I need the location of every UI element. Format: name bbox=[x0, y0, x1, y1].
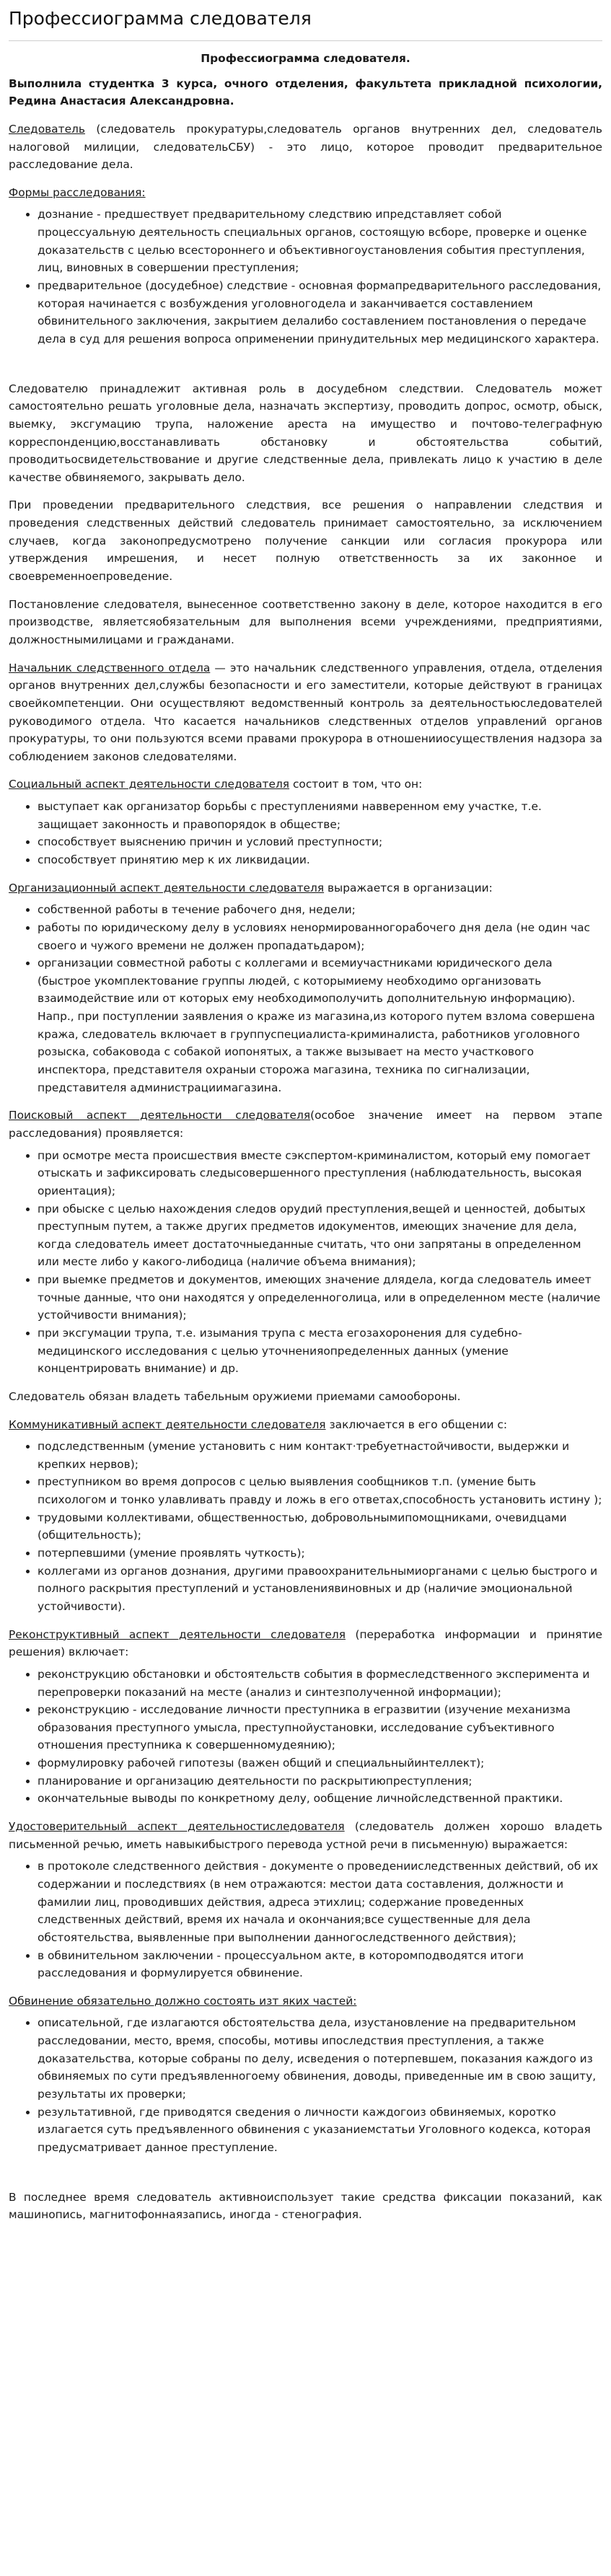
department-head-term: Начальник следственного отдела bbox=[9, 661, 211, 674]
search-aspect-list bbox=[9, 1147, 602, 1378]
page-title: Профессиограмма следователя bbox=[9, 0, 602, 41]
communicative-aspect-list bbox=[9, 1438, 602, 1615]
certifying-aspect-list bbox=[9, 1858, 602, 1982]
certifying-aspect-heading: Удостоверительный аспект деятельностиследователя (следователь должен хорошо владеть письменной речью, иметь навыкибыстрого перевода устной речи в письменную) выражается: bbox=[9, 1820, 602, 1851]
charge-heading: Обвинение обязательно должно состоять изт яких частей: bbox=[9, 1994, 357, 2008]
list-item: • способствует принятию мер к их ликвидации. bbox=[38, 851, 602, 869]
list-item: • окончательные выводы по конкретному делу, ообщение личнойследственной практики. bbox=[38, 1790, 602, 1808]
list-item: • организации совместной работы с коллегами и всемиучастниками юридического дела (быстрое укомплектование группы людей, с которымиему необходимо организовать взаимодействие или от которых ему необходимополучить дополнительную информацию). Напр., при поступлении заявления о краже из магазина,из которого путем взлома совершена кража, следователь включает в группуспециалиста-криминалиста, работников уголовного розыска, собаковода с собакой иопонятых, а также вызывает на место участкового инспектора, представителя охраныи сторожа магазина, техника по сигнализации, представителя администрациимагазина. bbox=[38, 954, 602, 1096]
list-item: • планирование и организацию деятельности по раскрытиюпреступления; bbox=[38, 1772, 602, 1790]
list-item: • реконструкцию обстановки и обстоятельств события в формеследственного эксперимента и перепроверки показаний на месте (анализ и синтезполученной информации); bbox=[38, 1666, 602, 1701]
forms-heading: Формы расследования: bbox=[9, 185, 146, 199]
list-item: • результативной, где приводятся сведения о личности каждогоиз обвиняемых, коротко излагается суть предъявленного обвинения с указаниемстатьи Уголовного кодекса, которая предусматривает данное преступление. bbox=[38, 2104, 602, 2157]
reconstructive-aspect-heading: Реконструктивный аспект деятельности следователя (переработка информации и принятие решения) включает: bbox=[9, 1627, 603, 1659]
social-aspect-heading: Социальный аспект деятельности следователя состоит в том, что он: bbox=[9, 778, 423, 791]
final-paragraph: В последнее время следователь активноиспользует такие средства фиксации показаний, как машинопись, магнитофоннаязапись, иногда - стенография. bbox=[9, 2190, 602, 2222]
role-paragraph: Следователю принадлежит активная роль в досудебном следствии. Следователь может самостоятельно решать уголовные дела, назначать экспертизу, проводить допрос, осмотр, обыск, выемку, эксгумацию трупа, наложение ареста на имущество и почтово-телеграфную корреспонденцию,восстанавливать обстановку и обстоятельства событий, проводитьосвидетельствование и другие следственные дела, привлекать лицо к участию в деле качестве обвиняемого, закрывать дело. bbox=[9, 382, 602, 484]
social-aspect-list bbox=[9, 798, 602, 869]
list-item: • предварительное (досудебное) следствие - основная формапредварительного расследования, которая начинается с возбуждения уголовногодела и заканчивается составлением обвинительного заключения, закрытием делалибо составлением постановления о передаче дела в суд для решения вопроса оприменении принудительных мер медицинского характера. bbox=[38, 277, 602, 348]
list-item: • выступает как организатор борьбы с преступлениями навверенном ему участке, т.е. защищает законность и правопорядок в обществе; bbox=[38, 798, 602, 833]
list-item: • потерпевшими (умение проявлять чуткость); bbox=[38, 1544, 602, 1562]
list-item: • при осмотре места происшествия вместе сэкспертом-криминалистом, который ему помогает отыскать и зафиксировать следысовершенного преступления (наблюдательность, высокая ориентация); bbox=[38, 1147, 602, 1200]
author-line: Выполнила студентка 3 курса, очного отделения, факультета прикладной психологии, Редина Анастасия Александровна. bbox=[9, 76, 602, 108]
intro-paragraph bbox=[9, 120, 602, 174]
list-item: • реконструкцию - исследование личности преступника в егразвитии (изучение механизма образования преступного умысла, преступнойустановки, исследование субъективного отношения преступника к совершенномудеянию); bbox=[38, 1701, 602, 1754]
spacer bbox=[9, 2167, 602, 2189]
list-item: • коллегами из органов дознания, другими правоохранительнымиорганами с целью быстрого и полного раскрытия преступлений и установлениявиновных и др (наличие эмоциональной устойчивости). bbox=[38, 1562, 602, 1616]
list-item: • описательной, где излагаются обстоятельства дела, изустановление на предварительном расследовании, место, время, способы, мотивы ипоследствия преступления, а также доказательства, которые собраны по делу, исведения о потерпевшем, показания каждого из обвиняемых по сути предъявленногоему обвинения, доводы, приведенные им в свою защиту, результаты их проверки; bbox=[38, 2014, 602, 2103]
forms-list bbox=[9, 206, 602, 348]
list-item: • формулировку рабочей гипотезы (важен общий и специальныйинтеллект); bbox=[38, 1754, 602, 1772]
list-item: • собственной работы в течение рабочего дня, недели; bbox=[38, 901, 602, 919]
binding-paragraph: Постановление следователя, вынесенное соответственно закону в деле, которое находится в его производстве, являетсяобязательным для выполнения всеми учреждениями, предприятиями, должностнымилицами и гражданами. bbox=[9, 597, 602, 646]
intro-term: Следователь bbox=[9, 122, 85, 136]
charge-list bbox=[9, 2014, 602, 2156]
spacer bbox=[9, 359, 602, 380]
department-head-paragraph: Начальник следственного отдела — это начальник следственного управления, отдела, отделения органов внутренних дел,службы безопасности и его заместители, которые действуют в границах своейкомпетенции. Они осуществляют ведомственный контроль за деятельностьюследователей руководимого отдела. Что касается начальников следственных отделов управлений органов прокуратуры, то они пользуются всеми правами прокурора в отношенииосуществления надзора за соблюдением законов следователями. bbox=[9, 661, 602, 763]
weapons-paragraph: Следователь обязан владеть табельным оружиеми приемами самообороны. bbox=[9, 1389, 461, 1403]
list-item: • работы по юридическому делу в условиях ненормированногорабочего дня дела (не один час своего и чужого времени не должен пропадатьдаром); bbox=[38, 919, 602, 954]
organizational-aspect-list bbox=[9, 901, 602, 1096]
intro-text: (следователь прокуратуры,следователь органов внутренних дел, следователь налоговой милиции, следовательСБУ) - это лицо, которое проводит предварительное расследование дела. bbox=[9, 122, 602, 172]
document-title: Профессиограмма следователя. bbox=[201, 52, 410, 65]
search-aspect-heading: Поисковый аспект деятельности следователя(особое значение имеет на первом этапе расследования) проявляется: bbox=[9, 1109, 602, 1140]
list-item: • при эксгумации трупа, т.е. изымания трупа с места егозахоронения для судебно-медицинского исследования с целью уточненияопределенных данных (умение концентрировать внимание) и др. bbox=[38, 1324, 602, 1378]
list-item: • при выемке предметов и документов, имеющих значение длядела, когда следователь имеет точные данные, что они находятся у определенноголица, или в определенном месте (наличие устойчивости внимания); bbox=[38, 1271, 602, 1324]
reconstructive-aspect-list bbox=[9, 1666, 602, 1808]
list-item: • в обвинительном заключении - процессуальном акте, в которомподводятся итоги расследования и формулируется обвинение. bbox=[38, 1947, 602, 1982]
communicative-aspect-heading: Коммуникативный аспект деятельности следователя заключается в его общении с: bbox=[9, 1417, 508, 1431]
list-item: • подследственным (умение установить с ним контакт·требуетнастойчивости, выдержки и крепких нервов); bbox=[38, 1438, 602, 1473]
list-item: • преступником во время допросов с целью выявления сообщников т.п. (умение быть психологом и тонко улавливать правду и ложь в его ответах,способность установить истину ); bbox=[38, 1473, 602, 1508]
list-item: • при обыске с целью нахождения следов орудий преступления,вещей и ценностей, добытых преступным путем, а также других предметов идокументов, имеющих значение для дела, когда следователь имеет достаточныеданные считать, что они запрятаны в определенном или месте либо у какого-либодица (наличие объема внимания); bbox=[38, 1200, 602, 1272]
organizational-aspect-heading: Организационный аспект деятельности следователя выражается в организации: bbox=[9, 881, 493, 894]
decisions-paragraph: При проведении предварительного следствия, все решения о направлении следствия и проведения следственных действий следователь принимает самостоятельно, за исключением случаев, когда законопредусмотрено получение санкции или согласия прокурора или утверждения имрешения, и несет полную ответственность за их законное и своевременноепроведение. bbox=[9, 498, 602, 584]
list-item: • способствует выяснению причин и условий преступности; bbox=[38, 833, 602, 851]
list-item: • дознание - предшествует предварительному следствию ипредставляет собой процессуальную деятельность специальных органов, состоящую всборе, проверке и оценке доказательств с целью всестороннего и объективногоустановления события преступления, лиц, виновных в совершении преступления; bbox=[38, 206, 602, 277]
list-item: • трудовыми коллективами, общественностью, добровольнымипомощниками, очевидцами (общительность); bbox=[38, 1509, 602, 1544]
list-item: • в протоколе следственного действия - документе о проведенииследственных действий, об их содержании и последствиях (в нем отражаются: местои дата составления, должности и фамилии лиц, проводивших действия, адреса этихлиц; содержание проведенных следственных действий, время их начала и окончания;все существенные для дела обстоятельства, выявленные при выполнении данногоследственного действия); bbox=[38, 1858, 602, 1946]
